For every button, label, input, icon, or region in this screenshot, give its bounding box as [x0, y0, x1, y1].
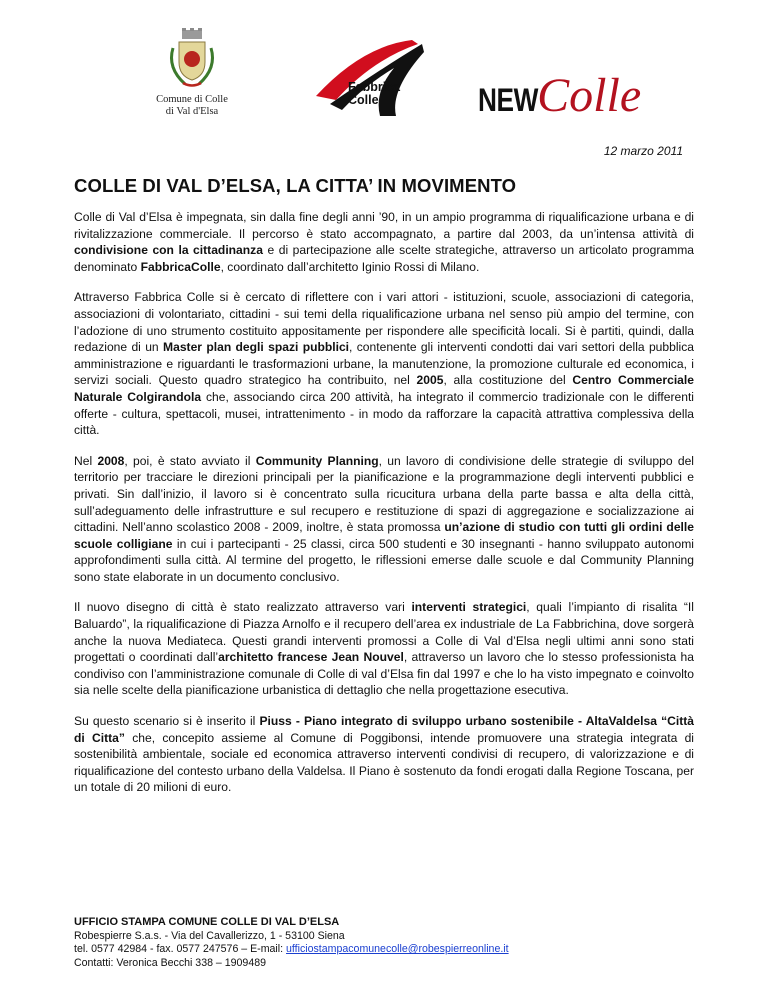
bold-text: Community Planning: [255, 453, 379, 468]
footer-office: UFFICIO STAMPA COMUNE COLLE DI VAL D’ELSA: [74, 916, 340, 928]
bold-text: Centro Commerciale Naturale Colgirandola: [74, 373, 694, 404]
text-run: in cui i partecipanti - 25 classi, circa 500 studenti e 30 insegnanti - hanno sviluppato autonomi approfondimenti sulla città. Al termine del progetto, le riflessioni emerse dalle scuole e dal Community Planning sono state elaborate in un documento conclusivo.: [74, 536, 694, 584]
text-run: che, associando circa 200 attività, ha integrato il commercio tradizionale con le differenti offerte - cultura, spettacoli, musei, intrattenimento - in modo da rafforzare la capacità attrattiva complessiva della città.: [74, 389, 694, 438]
newcolle-new-text: NEW: [478, 82, 538, 118]
footer-person: Contatti: Veronica Becchi 338 – 1909489: [74, 956, 267, 969]
text-run: Colle di Val d’Elsa è impegnata, sin dalla fine degli anni ’90, in un ampio programma di riqualificazione urbana e di rivitalizzazione commerciale. Il percorso è stato accompagnato, a partire dal 2003, da un’intensa attività di: [74, 210, 694, 241]
press-office-footer: [74, 916, 509, 970]
fabbrica-colle-logo: [312, 38, 430, 118]
email-link[interactable]: ufficiostampacomunecolle@robespierreonline.it: [286, 943, 509, 956]
fabbrica-logo-text: Fabbrica Colle: [348, 80, 401, 107]
coat-of-arms-icon: [163, 28, 221, 90]
bold-text: Master plan degli spazi pubblici: [163, 340, 350, 355]
body-paragraph: [74, 289, 694, 438]
newcolle-logo: [478, 68, 641, 124]
text-run: Su questo scenario si è inserito il: [74, 714, 260, 729]
bold-text: condivisione con la cittadinanza: [74, 243, 263, 258]
document-body: [74, 209, 694, 810]
bold-text: 2008: [97, 453, 125, 468]
body-paragraph: [74, 453, 694, 586]
text-run: , coordinato dall’architetto Iginio Rossi di Milano.: [220, 259, 480, 274]
footer-contacts-prefix: tel. 0577 42984 - fax. 0577 247576 – E-mail:: [74, 943, 287, 956]
text-run: , poi, è stato avviato il: [124, 453, 256, 468]
document-title: COLLE DI VAL D’ELSA, LA CITTA’ IN MOVIMENTO: [74, 175, 517, 196]
body-paragraph: [74, 713, 694, 796]
comune-logo: [150, 28, 234, 118]
document-date: 12 marzo 2011: [603, 144, 683, 158]
body-paragraph: [74, 599, 694, 699]
text-run: che, concepito assieme al Comune di Poggibonsi, intende promuovere una strategia integrata di sostenibilità ambientale, sociale ed economica attraverso interventi condivisi di recupero, di valorizzazione e di riqualificazione del contesto urbano della Valdelsa. Il Piano è sostenuto da fondi erogati dalla Regione Toscana, per un totale di 20 milioni di euro.: [74, 730, 694, 795]
text-run: Attraverso Fabbrica Colle si è cercato di riflettere con i vari attori - istituzioni, scuole, associazioni di categoria, associazioni di volontariato, cittadini - sui temi della riqualificazione urbana nel senso più ampio del termine, con l’adozione di uno strumento costituito appositamente per rispondere alle specificità locali. Si è partiti, quindi, dalla redazione di un: [74, 290, 694, 355]
text-run: , alla costituzione del: [443, 373, 573, 388]
footer-agency: Robespierre S.a.s. - Via del Cavallerizzo, 1 - 53100 Siena: [74, 929, 345, 942]
body-paragraph: [74, 209, 694, 275]
bold-text: Piuss - Piano integrato di sviluppo urbano sostenibile - AltaValdelsa “Città di Citta”: [74, 714, 694, 745]
bold-text: un’azione di studio con tutti gli ordini delle scuole colligiane: [74, 520, 694, 551]
text-run: , un lavoro di condivisione delle strategie di sviluppo del territorio per tracciare le direzioni principali per la pianificazione e la programmazione degli interventi pubblici e privati. Sin dall’inizio, il lavoro si è concentrato sulla ricucitura urbana della parte bassa e alta della città, sull’adeguamento delle infrastrutture e sul recupero e restituzione di spazi di aggregazione e socializzazione ai cittadini. Nell’anno scolastico 2008 - 2009, inoltre, è stata promossa: [74, 453, 694, 535]
newcolle-colle-text: Colle: [537, 69, 642, 122]
comune-logo-text: Comune di Colle di Val d'Elsa: [156, 94, 228, 117]
text-run: , attraverso un lavoro che lo stesso professionista ha condiviso con l’amministrazione comunale di Colle di val d’Elsa fin dal 1997 e che lo ha visto impegnato e coinvolto sia nelle scelte della pianificazione urbanistica di dettaglio che nella progettazione esecutiva.: [74, 650, 694, 698]
bold-text: interventi strategici: [411, 600, 527, 615]
text-run: e di partecipazione alle scelte strategiche, attraverso un articolato programma denominato: [74, 243, 694, 274]
bold-text: architetto francese Jean Nouvel: [218, 650, 404, 665]
text-run: Il nuovo disegno di città è stato realizzato attraverso vari: [74, 600, 412, 615]
text-run: , contenente gli interventi condotti dai vari settori della pubblica amministrazione e riguardanti le trasformazioni urbane, la manutenzione, la promozione culturale ed economica, i servizi sociali. Questo quadro strategico ha contribuito, nel: [74, 340, 695, 388]
bold-text: 2005: [416, 373, 444, 388]
text-run: , quali l’impianto di risalita “Il Baluardo”, la riqualificazione di Piazza Arnolfo e il recupero dell’area ex industriale de La Fabbrichina, dove sorgerà anche la nuova Mediateca. Questi grandi interventi promossi a Colle di Val d’Elsa negli ultimi anni sono stati progettati o coordinati dall’: [74, 600, 694, 665]
footer-contacts: [74, 943, 509, 957]
text-run: Nel: [74, 453, 98, 468]
bold-text: FabbricaColle: [140, 259, 221, 274]
